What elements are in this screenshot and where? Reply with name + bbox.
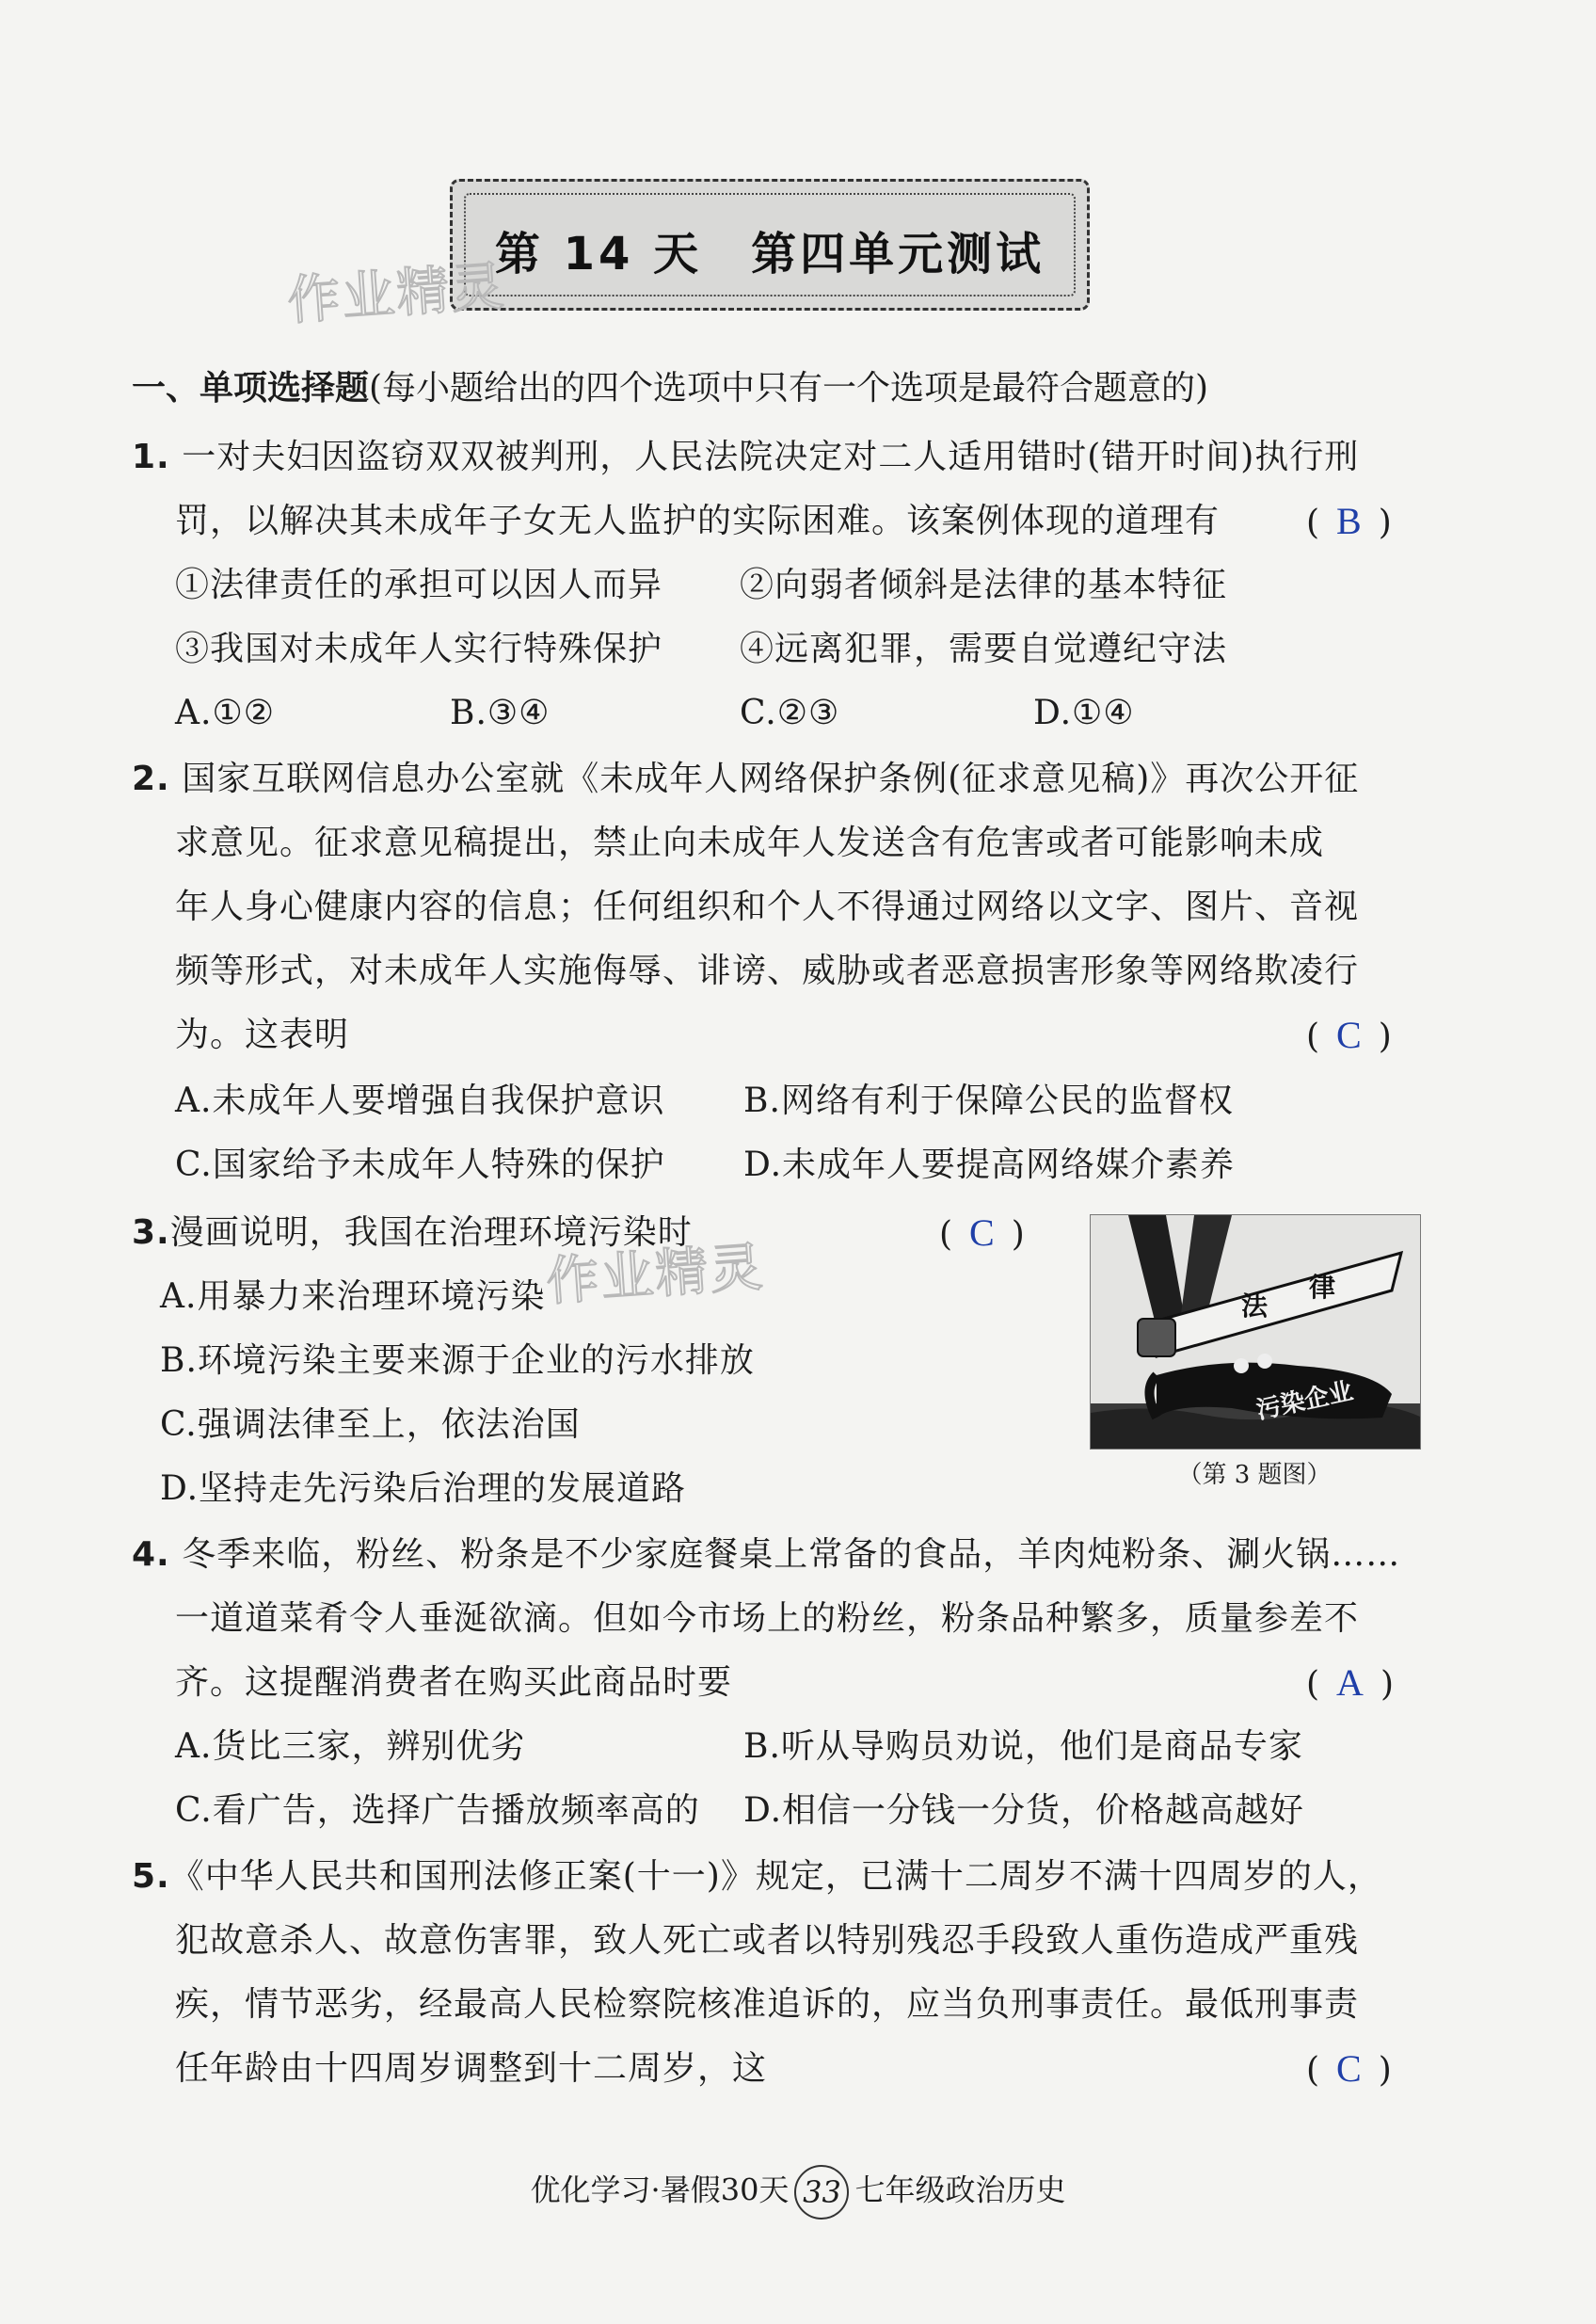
q1-option-c: C.②③ bbox=[740, 694, 840, 732]
title-box bbox=[450, 179, 1090, 311]
q4-option-c: C.看广告，选择广告播放频率高的 bbox=[175, 1791, 700, 1830]
q2-number: 2. bbox=[132, 760, 170, 798]
cartoon-label-polluter: 污染企业 bbox=[1253, 1377, 1356, 1426]
q4-answer-slot bbox=[1306, 1660, 1394, 1707]
paren-open: ( bbox=[1306, 2051, 1320, 2090]
q2-line2: 求意见。征求意见稿提出，禁止向未成年人发送含有危害或者可能影响未成 bbox=[175, 824, 1325, 862]
q2-option-d: D.未成年人要提高网络媒介素养 bbox=[743, 1146, 1236, 1184]
section-heading bbox=[132, 361, 1208, 409]
q1-text1: 一对夫妇因盗窃双双被判刑，人民法院决定对二人适用错时(错开时间)执行刑 bbox=[182, 438, 1360, 476]
paren-open: ( bbox=[1306, 1665, 1320, 1704]
section-heading-title: 一、单项选择题 bbox=[132, 369, 370, 408]
watermark: 作业精灵 bbox=[285, 255, 508, 333]
q2-option-b: B.网络有利于保障公民的监督权 bbox=[743, 1082, 1234, 1120]
q3-figure-caption: （第 3 题图） bbox=[1177, 1461, 1332, 1489]
q4-option-a: A.货比三家，辨别优劣 bbox=[175, 1727, 526, 1766]
q1-statement-4: ④远离犯罪，需要自觉遵纪守法 bbox=[740, 630, 1228, 668]
q1-statement-3: ③我国对未成年人实行特殊保护 bbox=[175, 630, 663, 668]
footer-subject: 七年级政治历史 bbox=[854, 2172, 1066, 2208]
q4-answer: A bbox=[1336, 1661, 1364, 1704]
q2-answer: C bbox=[1336, 1014, 1362, 1056]
cartoon-illustration bbox=[1091, 1215, 1420, 1449]
watermark: 作业精灵 bbox=[544, 1236, 767, 1314]
q3-option-d: D.坚持走先污染后治理的发展道路 bbox=[160, 1469, 687, 1508]
q5-answer: C bbox=[1336, 2047, 1362, 2090]
q2-line5: 为。这表明 bbox=[175, 1016, 350, 1054]
q1-line1 bbox=[132, 435, 1359, 480]
q5-line2: 犯故意杀人、故意伤害罪，致人死亡或者以特别残忍手段致人重伤造成严重残 bbox=[175, 1921, 1360, 1960]
q1-option-d: D.①④ bbox=[1033, 694, 1135, 732]
paren-open: ( bbox=[939, 1215, 953, 1254]
paren-close: ) bbox=[1378, 2051, 1392, 2090]
page-number: 33 bbox=[794, 2165, 849, 2220]
q3-option-b: B.环境污染主要来源于企业的污水排放 bbox=[160, 1341, 755, 1380]
q1-option-b: B.③④ bbox=[450, 694, 551, 732]
paren-close: ) bbox=[1380, 1665, 1394, 1704]
q2-option-c: C.国家给予未成年人特殊的保护 bbox=[175, 1146, 665, 1184]
q4-line2: 一道道菜肴令人垂涎欲滴。但如今市场上的粉丝，粉条品种繁多，质量参差不 bbox=[175, 1599, 1360, 1638]
q1-answer-slot bbox=[1306, 499, 1392, 546]
q5-line3: 疾，情节恶劣，经最高人民检察院核准追诉的，应当负刑事责任。最低刑事责 bbox=[175, 1985, 1360, 2024]
q4-line1 bbox=[132, 1532, 1400, 1578]
q2-option-a: A.未成年人要增强自我保护意识 bbox=[175, 1082, 665, 1120]
page-footer bbox=[0, 2165, 1596, 2220]
q2-answer-slot bbox=[1306, 1013, 1392, 1060]
q1-option-a: A.①② bbox=[175, 694, 275, 732]
paren-close: ) bbox=[1378, 504, 1392, 542]
q3-option-a: A.用暴力来治理环境污染 bbox=[160, 1277, 546, 1316]
q3-answer: C bbox=[969, 1211, 995, 1254]
q1-statement-2: ②向弱者倾斜是法律的基本特征 bbox=[740, 566, 1228, 604]
q3-option-c: C.强调法律至上，依法治国 bbox=[160, 1405, 581, 1444]
page-title: 第 14 天 第四单元测试 bbox=[494, 228, 1045, 280]
q4-line3: 齐。这提醒消费者在购买此商品时要 bbox=[175, 1663, 733, 1702]
q4-text1: 冬季来临，粉丝、粉条是不少家庭餐桌上常备的食品，羊肉炖粉条、涮火锅…… bbox=[182, 1535, 1401, 1574]
q5-line4: 任年龄由十四周岁调整到十二周岁，这 bbox=[175, 2049, 768, 2088]
cartoon-label-fa: 法 bbox=[1241, 1290, 1269, 1322]
q5-number: 5. bbox=[132, 1857, 170, 1896]
footer-book-title: 优化学习·暑假30天 bbox=[530, 2172, 790, 2208]
paren-open: ( bbox=[1306, 504, 1320, 542]
q2-line4: 频等形式，对未成年人实施侮辱、诽谤、威胁或者恶意损害形象等网络欺凌行 bbox=[175, 952, 1360, 990]
q4-number: 4. bbox=[132, 1535, 170, 1574]
q3-text1: 漫画说明，我国在治理环境污染时 bbox=[169, 1213, 693, 1252]
paren-open: ( bbox=[1306, 1018, 1320, 1056]
q4-option-b: B.听从导购员劝说，他们是商品专家 bbox=[743, 1727, 1303, 1766]
q1-answer: B bbox=[1336, 500, 1362, 542]
q2-text1: 国家互联网信息办公室就《未成年人网络保护条例(征求意见稿)》再次公开征 bbox=[182, 760, 1360, 798]
q1-number: 1. bbox=[132, 438, 170, 476]
q5-line1 bbox=[132, 1854, 1382, 1899]
q5-text1: 《中华人民共和国刑法修正案(十一)》规定，已满十二周岁不满十四周岁的人， bbox=[169, 1857, 1382, 1896]
section-heading-note: (每小题给出的四个选项中只有一个选项是最符合题意的) bbox=[369, 369, 1209, 408]
q2-line1 bbox=[132, 757, 1359, 802]
q3-cartoon-image bbox=[1090, 1214, 1421, 1450]
q3-number: 3. bbox=[132, 1213, 170, 1252]
q3-answer-slot bbox=[939, 1210, 1025, 1258]
cartoon-label-lv: 律 bbox=[1309, 1272, 1336, 1303]
q1-statement-1: ①法律责任的承担可以因人而异 bbox=[175, 566, 663, 604]
paren-close: ) bbox=[1378, 1018, 1392, 1056]
q4-option-d: D.相信一分钱一分货，价格越高越好 bbox=[743, 1791, 1305, 1830]
q5-answer-slot bbox=[1306, 2046, 1392, 2093]
q2-line3: 年人身心健康内容的信息；任何组织和个人不得通过网络以文字、图片、音视 bbox=[175, 888, 1360, 926]
q1-line2: 罚，以解决其未成年子女无人监护的实际困难。该案例体现的道理有 bbox=[175, 502, 1221, 540]
paren-close: ) bbox=[1011, 1215, 1025, 1254]
